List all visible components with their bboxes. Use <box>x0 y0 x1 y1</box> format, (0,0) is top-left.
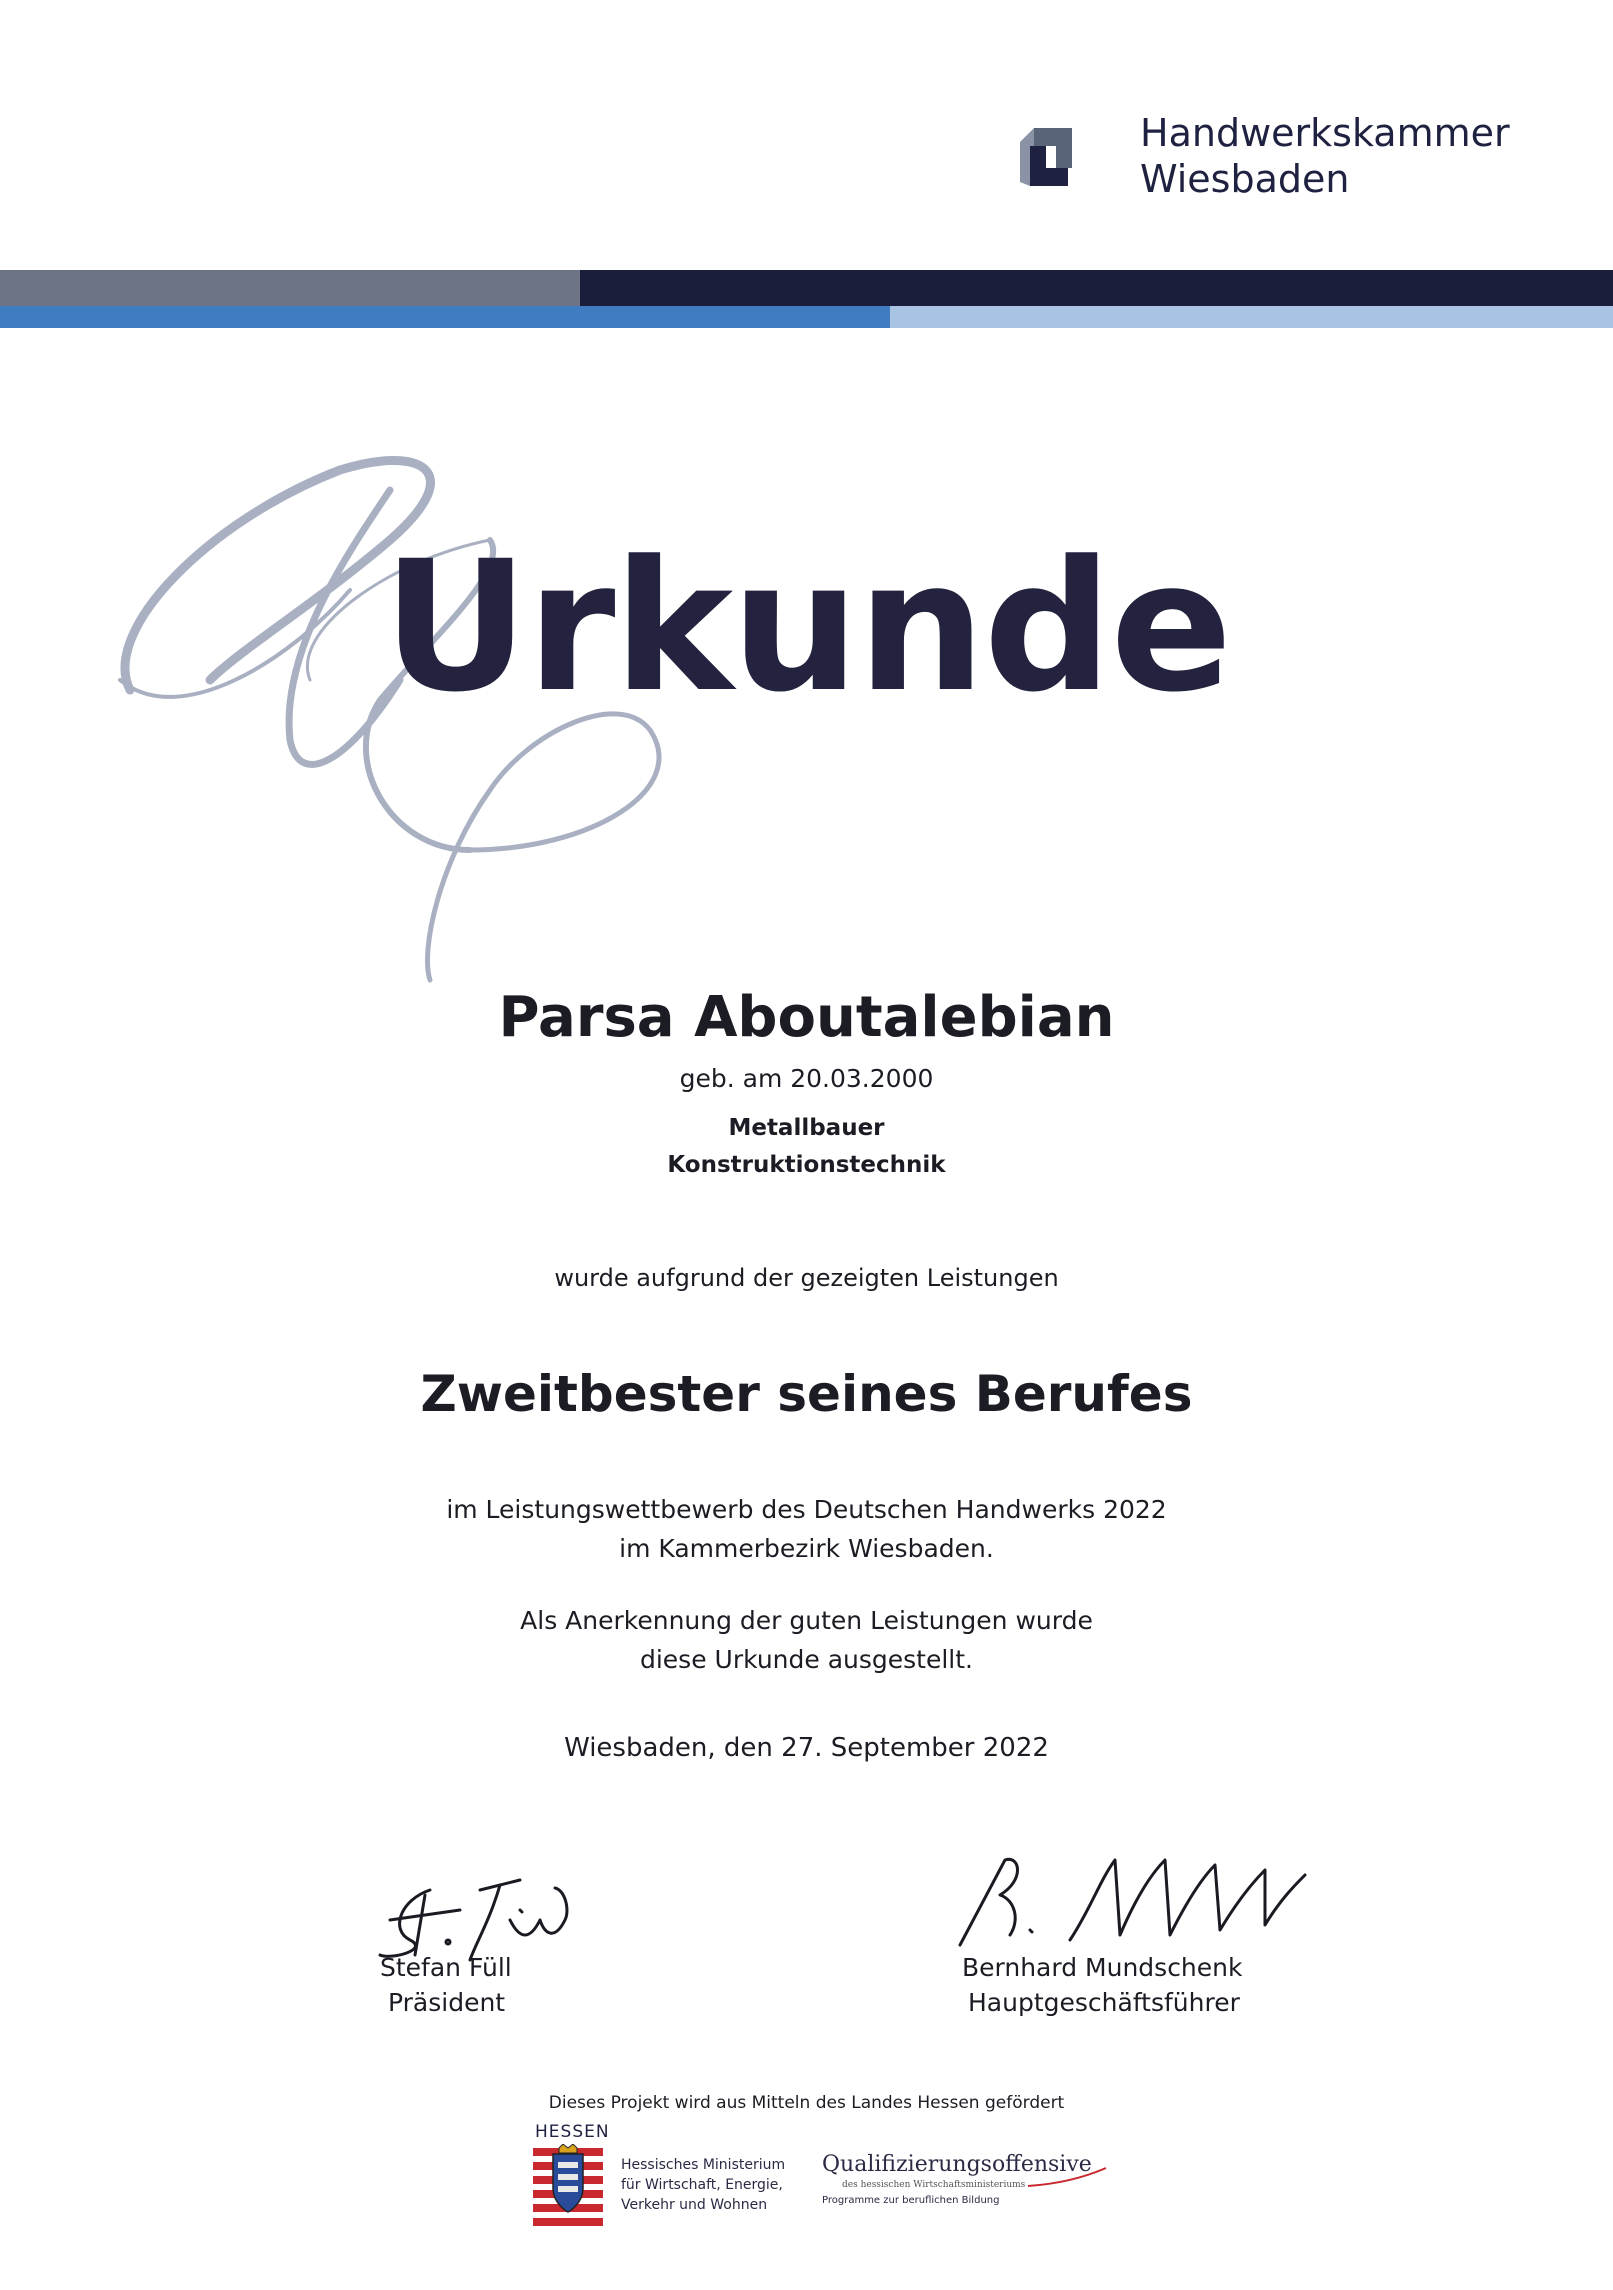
ministry-line3: Verkehr und Wohnen <box>621 2197 768 2213</box>
birth-date: geb. am 20.03.2000 <box>679 1064 934 1093</box>
certificate-title: Urkunde <box>382 523 1231 732</box>
signatory-right-role: Hauptgeschäftsführer <box>968 1988 1240 2017</box>
header-stripe-blue <box>0 306 890 328</box>
competition-line1: im Leistungswettbewerb des Deutschen Handwerks 2022 <box>446 1495 1167 1524</box>
intro-text: wurde aufgrund der gezeigten Leistungen <box>554 1264 1059 1292</box>
signatory-left-role: Präsident <box>388 1988 506 2017</box>
organization-name-line1: Handwerkskammer <box>1140 111 1510 155</box>
organization-name <box>1140 110 1510 202</box>
recipient-name: Parsa Aboutalebian <box>498 985 1115 1050</box>
hessen-label: HESSEN <box>535 2122 610 2142</box>
ministry-line1: Hessisches Ministerium <box>621 2157 786 2173</box>
ministry-line2: für Wirtschaft, Energie, <box>621 2177 783 2193</box>
hessen-coat-of-arms-icon <box>533 2144 603 2228</box>
handwerkskammer-logo-icon <box>1020 118 1082 196</box>
ministry-name <box>621 2155 785 2215</box>
competition-line2: im Kammerbezirk Wiesbaden. <box>619 1534 994 1563</box>
funding-note: Dieses Projekt wird aus Mitteln des Landes Hessen gefördert <box>548 2093 1065 2113</box>
signatory-left-name: Stefan Füll <box>380 1953 512 1982</box>
qualification-title: Qualifizierungsoffensive <box>822 2152 1092 2177</box>
qualification-program-text: Programme zur beruflichen Bildung <box>822 2195 1000 2206</box>
header-stripe-lightblue <box>890 306 1613 328</box>
qualification-swoosh-icon <box>1028 2166 1108 2190</box>
trade-line2: Konstruktionstechnik <box>667 1152 946 1178</box>
recognition-line1: Als Anerkennung der guten Leistungen wurde <box>520 1606 1093 1635</box>
qualification-subtitle: des hessischen Wirtschaftsministeriums <box>842 2180 1026 2190</box>
organization-name-line2: Wiesbaden <box>1140 157 1350 201</box>
recognition-line2: diese Urkunde ausgestellt. <box>639 1645 973 1674</box>
trade-line1: Metallbauer <box>728 1115 885 1141</box>
award-title: Zweitbester seines Berufes <box>420 1365 1193 1423</box>
signature-right-image <box>950 1850 1310 1950</box>
place-and-date: Wiesbaden, den 27. September 2022 <box>564 1733 1049 1763</box>
signatory-right-name: Bernhard Mundschenk <box>962 1953 1243 1982</box>
header-stripe-gray <box>0 270 580 306</box>
header-stripe-navy <box>580 270 1613 306</box>
